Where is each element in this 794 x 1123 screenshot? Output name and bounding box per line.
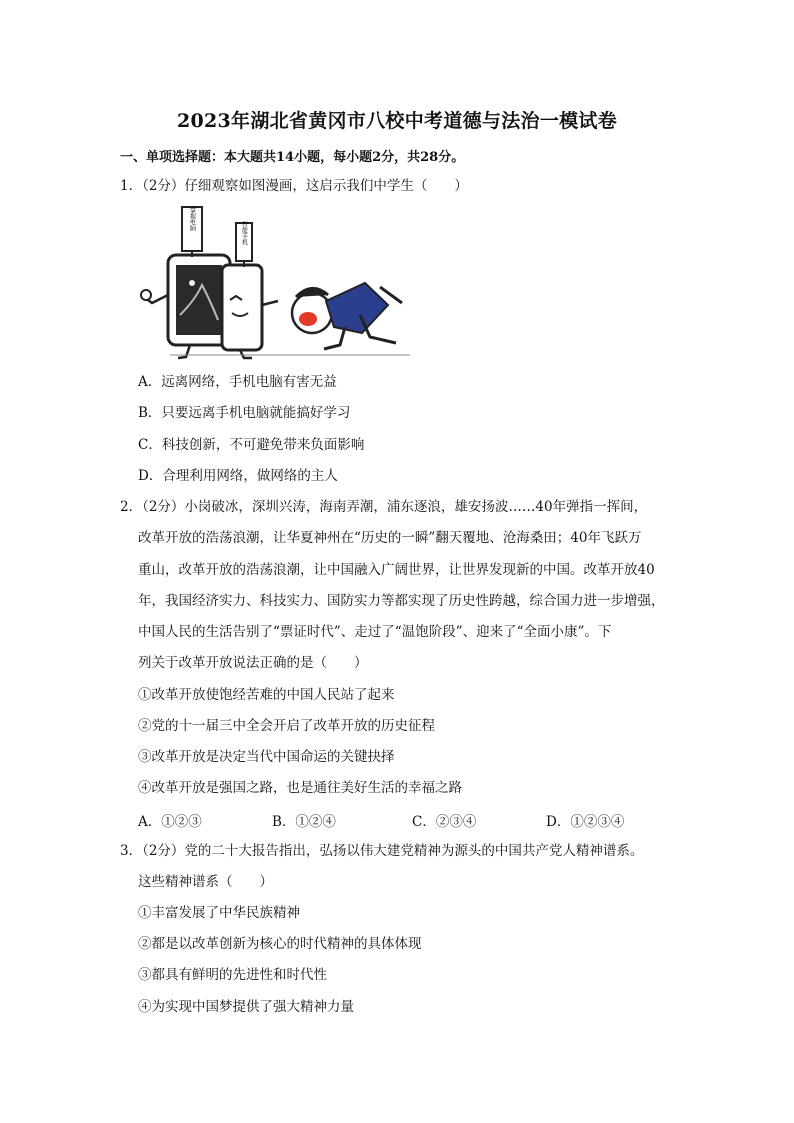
q3-statement-3: ③都具有鲜明的先进性和时代性 — [138, 967, 327, 983]
q2-stem-line: 改革开放的浩荡浪潮，让华夏神州在“历史的一瞬”翻天覆地、沧海桑田；40年飞跃万 — [138, 530, 642, 546]
q1-option-c[interactable]: C．科技创新，不可避免带来负面影响 — [138, 437, 365, 453]
q1-option-a[interactable]: A．远离网络，手机电脑有害无益 — [138, 374, 337, 390]
q3-stem-line: 这些精神谱系（ ） — [138, 874, 273, 890]
q2-stem-line: 列关于改革开放说法正确的是（ ） — [138, 655, 368, 671]
cartoon-label-2: 智能手机 — [240, 221, 248, 245]
q2-stem-line: 中国人民的生活告别了“票证时代”、走过了“温饱阶段”、迎来了“全面小康”。下 — [138, 624, 612, 640]
q2-options-row — [138, 810, 658, 828]
q3-statement-4: ④为实现中国梦提供了强大精神力量 — [138, 999, 354, 1015]
q1-option-d[interactable]: D．合理利用网络，做网络的主人 — [138, 468, 338, 484]
exam-title: 2023年湖北省黄冈市八校中考道德与法治一模试卷 — [176, 110, 618, 132]
q2-statement-2: ②党的十一届三中全会开启了改革开放的历史征程 — [138, 718, 435, 734]
q1-option-b[interactable]: B．只要远离手机电脑就能搞好学习 — [138, 405, 351, 421]
cartoon-label-1: 掌握电脑 — [188, 207, 196, 231]
q2-option-c[interactable]: C．②③④ — [412, 814, 477, 830]
q2-stem-line: 2．（2分）小岗破冰，深圳兴涛，海南弄潮，浦东逐浪，雄安扬波……40年弹指一挥间， — [120, 499, 648, 515]
q3-statement-1: ①丰富发展了中华民族精神 — [138, 905, 300, 921]
q2-statement-3: ③改革开放是决定当代中国命运的关键抉择 — [138, 749, 395, 765]
q2-option-b[interactable]: B．①②④ — [272, 814, 336, 830]
q2-stem-line: 重山，改革开放的浩荡浪潮，让中国融入广阔世界，让世界发现新的中国。改革开放40 — [138, 562, 655, 578]
q2-option-a[interactable]: A．①②③ — [138, 814, 202, 830]
q2-statement-4: ④改革开放是强国之路，也是通往美好生活的幸福之路 — [138, 780, 462, 796]
q3-statement-2: ②都是以改革创新为核心的时代精神的具体体现 — [138, 936, 422, 952]
q2-option-d[interactable]: D．①②③④ — [546, 814, 625, 830]
cartoon-illustration — [140, 205, 420, 360]
q1-stem: 1．（2分）仔细观察如图漫画，这启示我们中学生（ ） — [120, 178, 468, 194]
q2-statement-1: ①改革开放使饱经苦难的中国人民站了起来 — [138, 687, 395, 703]
q2-stem-line: 年，我国经济实力、科技实力、国防实力等都实现了历史性跨越，综合国力进一步增强， — [138, 593, 665, 609]
section-heading: 一、单项选择题：本大题共14小题，每小题2分，共28分。 — [120, 150, 465, 165]
q3-stem-line: 3．（2分）党的二十大报告指出，弘扬以伟大建党精神为源头的中国共产党人精神谱系。 — [120, 843, 644, 859]
